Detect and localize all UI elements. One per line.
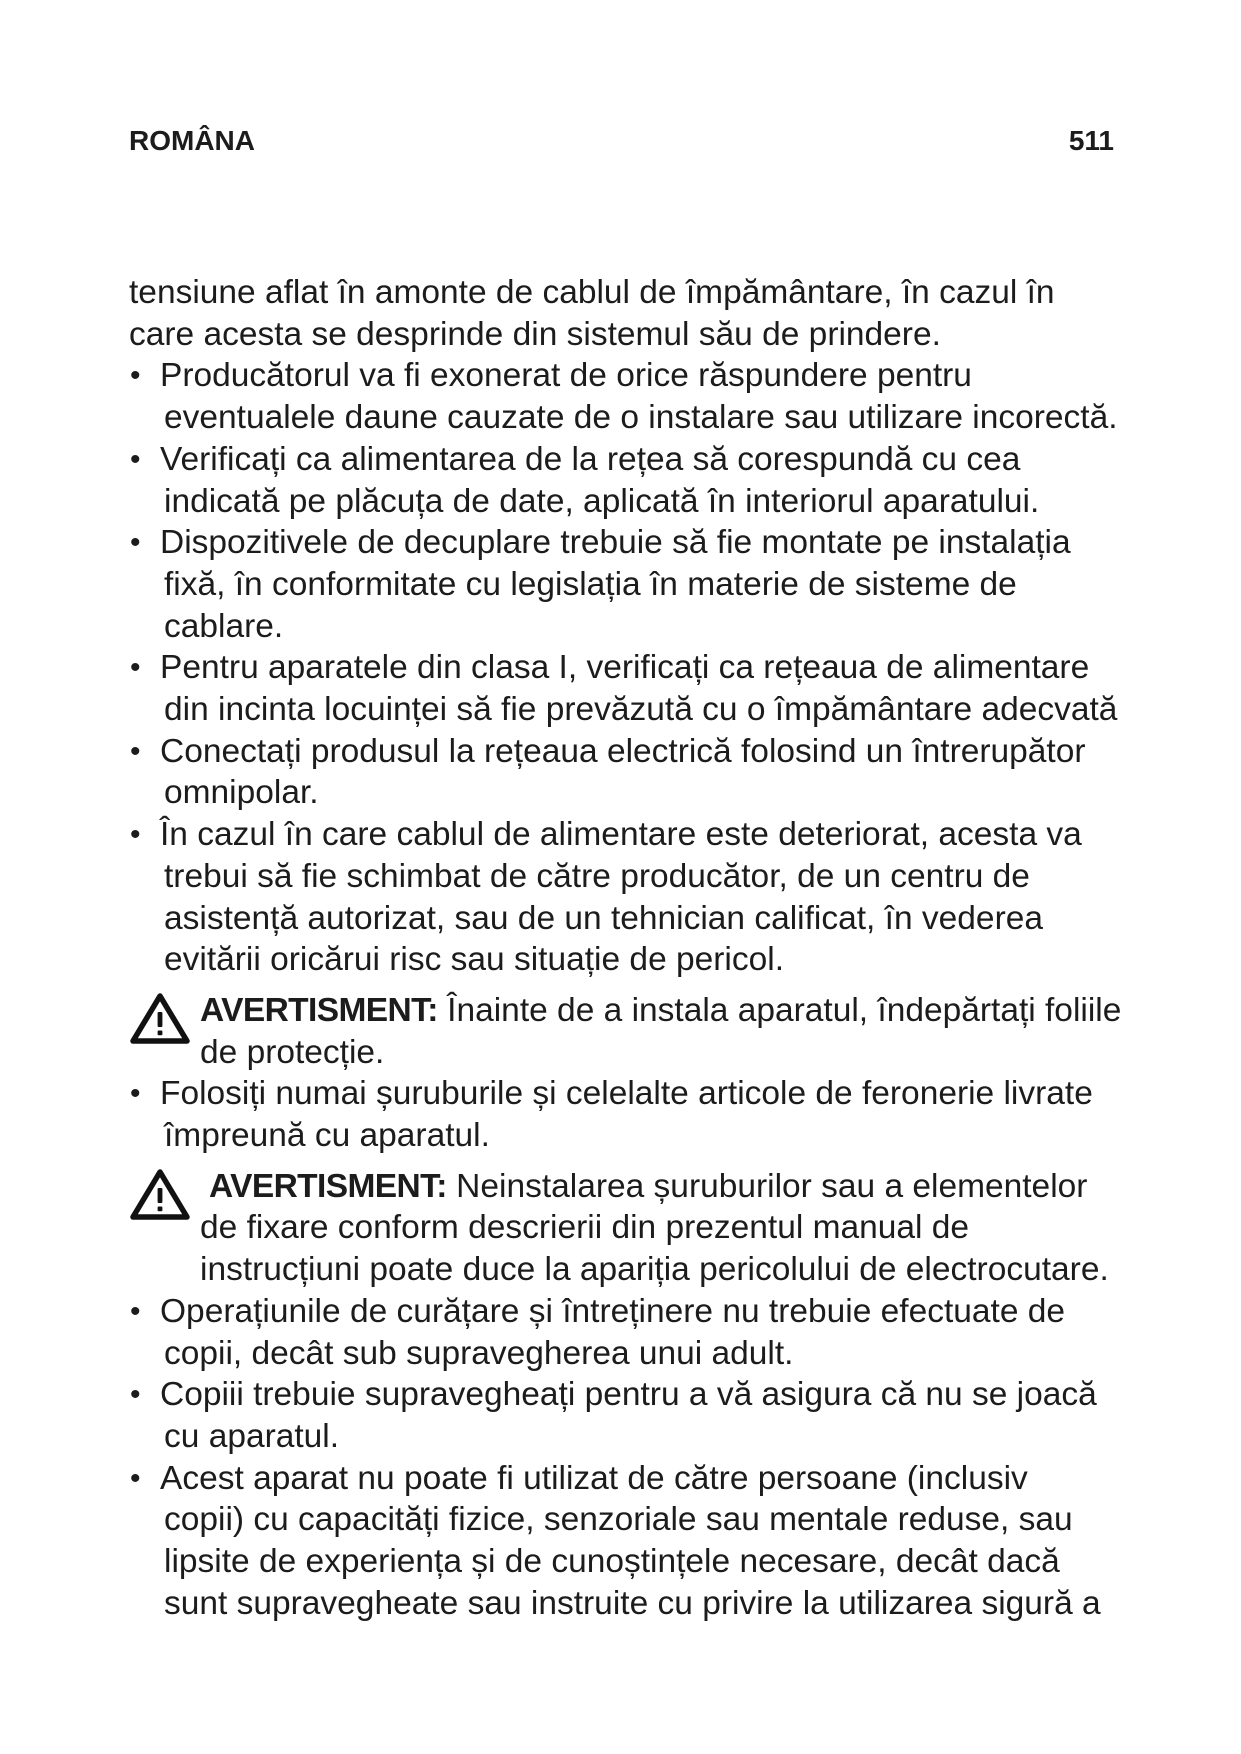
bullet-item: [129, 355, 1129, 438]
page-number: 511: [1068, 125, 1114, 156]
warning-notice: [129, 1166, 1129, 1291]
page-header: [129, 124, 1114, 158]
text-line: instrucțiuni poate duce la apariția pericolului de electrocutare.: [200, 1251, 1109, 1289]
text-line: Verificați ca alimentarea de la rețea să corespundă cu cea: [160, 440, 1021, 478]
bullet-marker: [130, 1073, 141, 1115]
text-line: Dispozitivele de decuplare trebuie să fie montate pe instalația: [160, 524, 1071, 562]
bullet-item: [129, 1291, 1129, 1374]
bullet-item: [129, 522, 1129, 647]
text-line: copii) cu capacități fizice, senzoriale sau mentale reduse, sau: [164, 1501, 1073, 1539]
bullet-marker: [130, 731, 141, 773]
text-line: [200, 990, 1129, 1032]
warning-triangle-icon: [129, 991, 191, 1045]
text-line: Copiii trebuie supravegheați pentru a vă asigura că nu se joacă: [160, 1376, 1097, 1414]
bullet-marker: [130, 1291, 141, 1333]
text-line: împreună cu aparatul.: [164, 1117, 490, 1155]
page-body: [129, 272, 1129, 1625]
warning-label: AVERTISMENT:: [209, 1167, 447, 1205]
text-line: eventualele daune cauzate de o instalare sau utilizare incorectă.: [164, 399, 1118, 437]
text-line: cablare.: [164, 607, 284, 645]
text-line: sunt supravegheate sau instruite cu privire la utilizarea sigură a: [164, 1584, 1101, 1622]
text-line: omnipolar.: [164, 774, 319, 812]
bullet-marker: [130, 439, 141, 481]
text-line: care acesta se desprinde din sistemul său de prindere.: [129, 315, 941, 353]
bullet-marker: [130, 1374, 141, 1416]
text-line: Pentru aparatele din clasa I, verificați ca rețeaua de alimentare: [160, 649, 1090, 687]
bullet-item: [129, 731, 1129, 814]
text-line: asistență autorizat, sau de un tehnician calificat, în vederea: [164, 899, 1043, 937]
text-line: copii, decât sub supravegherea unui adult.: [164, 1334, 794, 1372]
bullet-item: [129, 647, 1129, 730]
text-line: În cazul în care cablul de alimentare este deteriorat, acesta va: [160, 816, 1082, 854]
bullet-marker: [130, 814, 141, 856]
text-line: fixă, în conformitate cu legislația în materie de sisteme de: [164, 565, 1017, 603]
text-line: evitării oricărui risc sau situație de pericol.: [164, 941, 784, 979]
warning-text: Înainte de a instala aparatul, îndepărtați foliile: [447, 991, 1122, 1029]
language-label: ROMÂNA: [129, 125, 255, 156]
text-line: din incinta locuinței să fie prevăzută cu o împământare adecvată: [164, 691, 1118, 729]
bullet-marker: [130, 522, 141, 564]
bullet-item: [129, 1374, 1129, 1457]
text-line: [200, 1166, 1129, 1208]
text-line: Operațiunile de curățare și întreținere nu trebuie efectuate de: [160, 1292, 1066, 1330]
warning-label: AVERTISMENT:: [200, 991, 438, 1029]
text-line: Conectați produsul la rețeaua electrică folosind un întrerupător: [160, 732, 1086, 770]
bullet-marker: [130, 647, 141, 689]
warning-text: Neinstalarea șuruburilor sau a elementelor: [456, 1167, 1088, 1205]
text-line: de fixare conform descrierii din prezentul manual de: [200, 1209, 970, 1247]
text-line: Producătorul va fi exonerat de orice răspundere pentru: [160, 357, 972, 395]
bullet-item: [129, 1458, 1129, 1625]
text-line: tensiune aflat în amonte de cablul de împământare, în cazul în: [129, 274, 1055, 311]
warning-triangle-icon: [129, 1167, 191, 1221]
bullet-item: [129, 814, 1129, 981]
bullet-item: [129, 439, 1129, 522]
continued-paragraph: [129, 272, 1129, 355]
text-line: de protecție.: [200, 1033, 385, 1071]
text-line: lipsite de experiența și de cunoștințele necesare, decât dacă: [164, 1543, 1060, 1581]
text-line: Acest aparat nu poate fi utilizat de către persoane (inclusiv: [160, 1459, 1028, 1497]
text-line: cu aparatul.: [164, 1417, 340, 1455]
bullet-marker: [130, 355, 141, 397]
text-line: indicată pe plăcuța de date, aplicată în interiorul aparatului.: [164, 482, 1040, 520]
bullet-item: [129, 1073, 1129, 1156]
text-line: Folosiți numai șuruburile și celelalte articole de feronerie livrate: [160, 1075, 1093, 1113]
text-line: trebui să fie schimbat de către producător, de un centru de: [164, 857, 1030, 895]
bullet-marker: [130, 1458, 141, 1500]
warning-notice: [129, 990, 1129, 1073]
